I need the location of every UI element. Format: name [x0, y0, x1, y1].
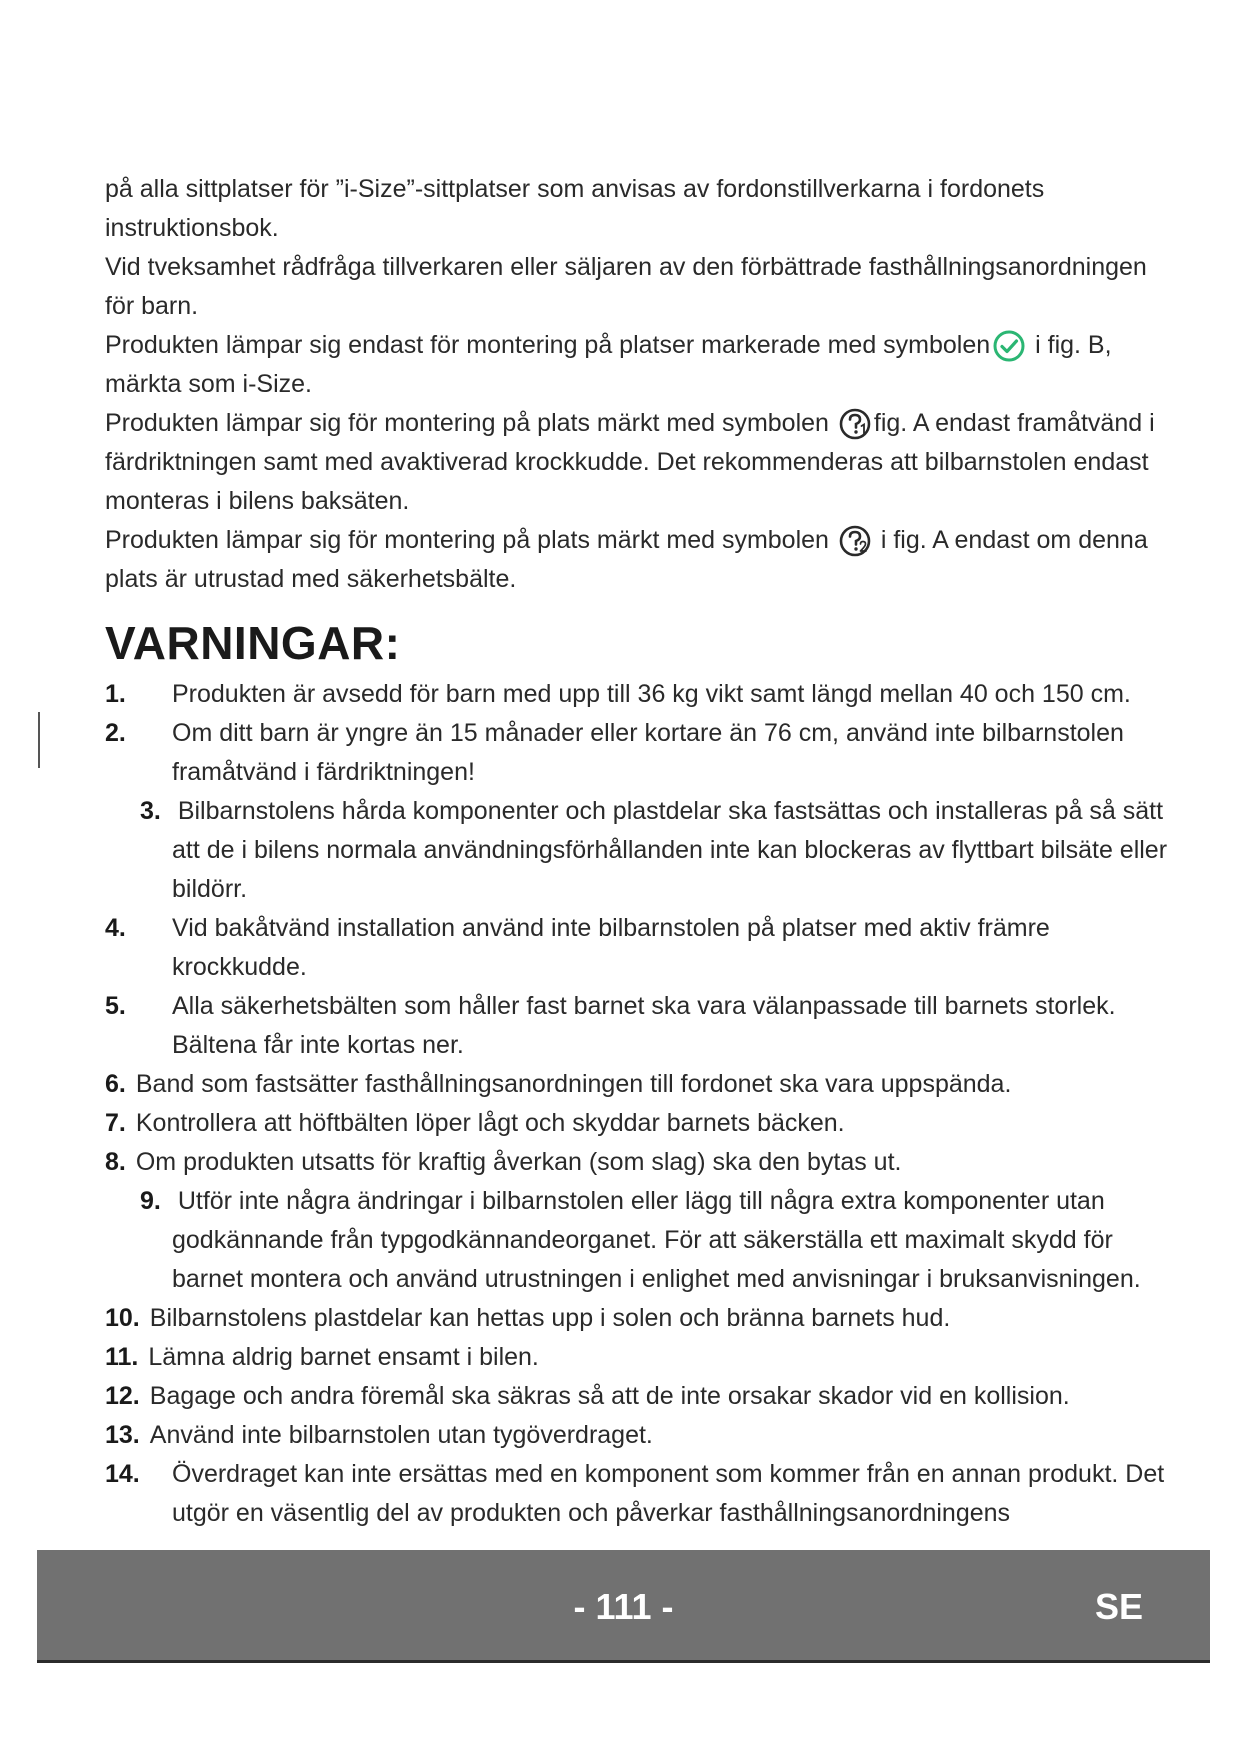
- seat-question-1-icon: [838, 407, 872, 441]
- warning-item-12: [105, 1377, 1175, 1416]
- warning-number: 9.: [140, 1187, 161, 1215]
- warning-text: Bagage och andra föremål ska säkras så att de inte orsakar skador vid en kollision.: [149, 1382, 1070, 1410]
- warning-text: Överdraget kan inte ersättas med en komponent som kommer från en annan produkt. Det utgör en väsentlig del av produkten och påverkar fasthållningsanordningens: [172, 1460, 1165, 1527]
- warning-number: 5.: [105, 992, 126, 1020]
- warning-item-14: [105, 1455, 1175, 1533]
- warning-number: 8.: [105, 1148, 126, 1176]
- intro-paragraph-1: på alla sittplatser för ”i-Size”-sittplatser som anvisas av fordonstillverkarna i fordonets instruktionsbok.: [105, 175, 1045, 242]
- seat-question-2-icon: [838, 524, 872, 558]
- warning-item-6: [105, 1065, 1175, 1104]
- warning-text: Lämna aldrig barnet ensamt i bilen.: [148, 1343, 539, 1371]
- warning-item-10: [105, 1299, 1175, 1338]
- intro-paragraph-5: [105, 521, 1175, 599]
- warning-text: Alla säkerhetsbälten som håller fast barnet ska vara välanpassade till barnets storlek. Bältena får inte kortas ner.: [172, 992, 1116, 1059]
- warning-text: Bilbarnstolens hårda komponenter och plastdelar ska fastsättas och installeras på så sätt att de i bilens normala användningsförhållanden inte kan blockeras av flyttbart bilsäte eller bildörr.: [172, 797, 1168, 903]
- warning-number: 7.: [105, 1109, 126, 1137]
- intro-paragraph-3-start: Produkten lämpar sig endast för montering på platser markerade med symbolen: [105, 331, 991, 359]
- intro-paragraph-3: [105, 326, 1175, 404]
- page-footer: [37, 1550, 1210, 1663]
- warning-item-8: [105, 1143, 1175, 1182]
- intro-paragraph-5-end: i fig. A endast om denna plats är utrustad med säkerhetsbälte.: [105, 526, 1148, 593]
- warning-number: 13.: [105, 1421, 140, 1449]
- intro-paragraph-4: [105, 404, 1175, 521]
- warning-number: 10.: [105, 1304, 140, 1332]
- warning-number: 6.: [105, 1070, 126, 1098]
- warning-text: Bilbarnstolens plastdelar kan hettas upp i solen och bränna barnets hud.: [149, 1304, 951, 1332]
- warning-text: Band som fastsätter fasthållningsanordningen till fordonet ska vara uppspända.: [135, 1070, 1012, 1098]
- warning-item-3: [105, 792, 1175, 909]
- warning-number: 1.: [105, 680, 126, 708]
- warning-item-9: [105, 1182, 1175, 1299]
- warning-item-2: [105, 714, 1175, 792]
- intro-paragraph-5-start: Produkten lämpar sig för montering på plats märkt med symbolen: [105, 526, 829, 554]
- warning-item-5: [105, 987, 1175, 1065]
- warning-text: Utför inte några ändringar i bilbarnstolen eller lägg till några extra komponenter utan godkännande från typgodkännandeorganet. För att säkerställa ett maximalt skydd för barnet montera och använd utrustningen i enlighet med anvisningar i bruksanvisningen.: [172, 1187, 1141, 1293]
- warning-number: 3.: [140, 797, 161, 825]
- warning-item-1: [105, 675, 1175, 714]
- warning-item-4: [105, 909, 1175, 987]
- intro-paragraph-4-start: Produkten lämpar sig för montering på plats märkt med symbolen: [105, 409, 829, 437]
- margin-mark: [38, 712, 40, 768]
- page-content: [105, 170, 1175, 1533]
- warning-text: Vid bakåtvänd installation använd inte bilbarnstolen på platser med aktiv främre krockkudde.: [172, 914, 1050, 981]
- language-code: SE: [1094, 1586, 1143, 1627]
- checkmark-circle-icon: [992, 329, 1026, 363]
- warning-text: Om ditt barn är yngre än 15 månader eller kortare än 76 cm, använd inte bilbarnstolen framåtvänd i färdriktningen!: [172, 719, 1124, 786]
- warning-text: Om produkten utsatts för kraftig åverkan (som slag) ska den bytas ut.: [135, 1148, 902, 1176]
- page-number: - 111 -: [573, 1586, 674, 1627]
- warning-number: 11.: [105, 1343, 139, 1371]
- warning-number: 14.: [105, 1460, 140, 1488]
- intro-paragraph-2: Vid tveksamhet rådfråga tillverkaren eller säljaren av den förbättrade fasthållningsanordningen för barn.: [105, 253, 1147, 320]
- warning-number: 12.: [105, 1382, 140, 1410]
- intro-paragraph-4-end: fig. A endast framåtvänd i färdriktningen samt med avaktiverad krockkudde. Det rekommenderas att bilbarnstolen endast monteras i bilens baksäten.: [105, 409, 1155, 515]
- warning-text: Kontrollera att höftbälten löper lågt och skyddar barnets bäcken.: [135, 1109, 845, 1137]
- warning-number: 2.: [105, 719, 126, 747]
- warning-item-11: [105, 1338, 1175, 1377]
- warnings-list: [105, 675, 1175, 1533]
- warning-item-13: [105, 1416, 1175, 1455]
- warning-number: 4.: [105, 914, 126, 942]
- intro-paragraph-3-end: i fig. B, märkta som i-Size.: [105, 331, 1112, 398]
- warnings-heading: VARNINGAR:: [105, 617, 401, 669]
- warning-text: Använd inte bilbarnstolen utan tygöverdraget.: [149, 1421, 653, 1449]
- warning-item-7: [105, 1104, 1175, 1143]
- warning-text: Produkten är avsedd för barn med upp till 36 kg vikt samt längd mellan 40 och 150 cm.: [172, 680, 1131, 708]
